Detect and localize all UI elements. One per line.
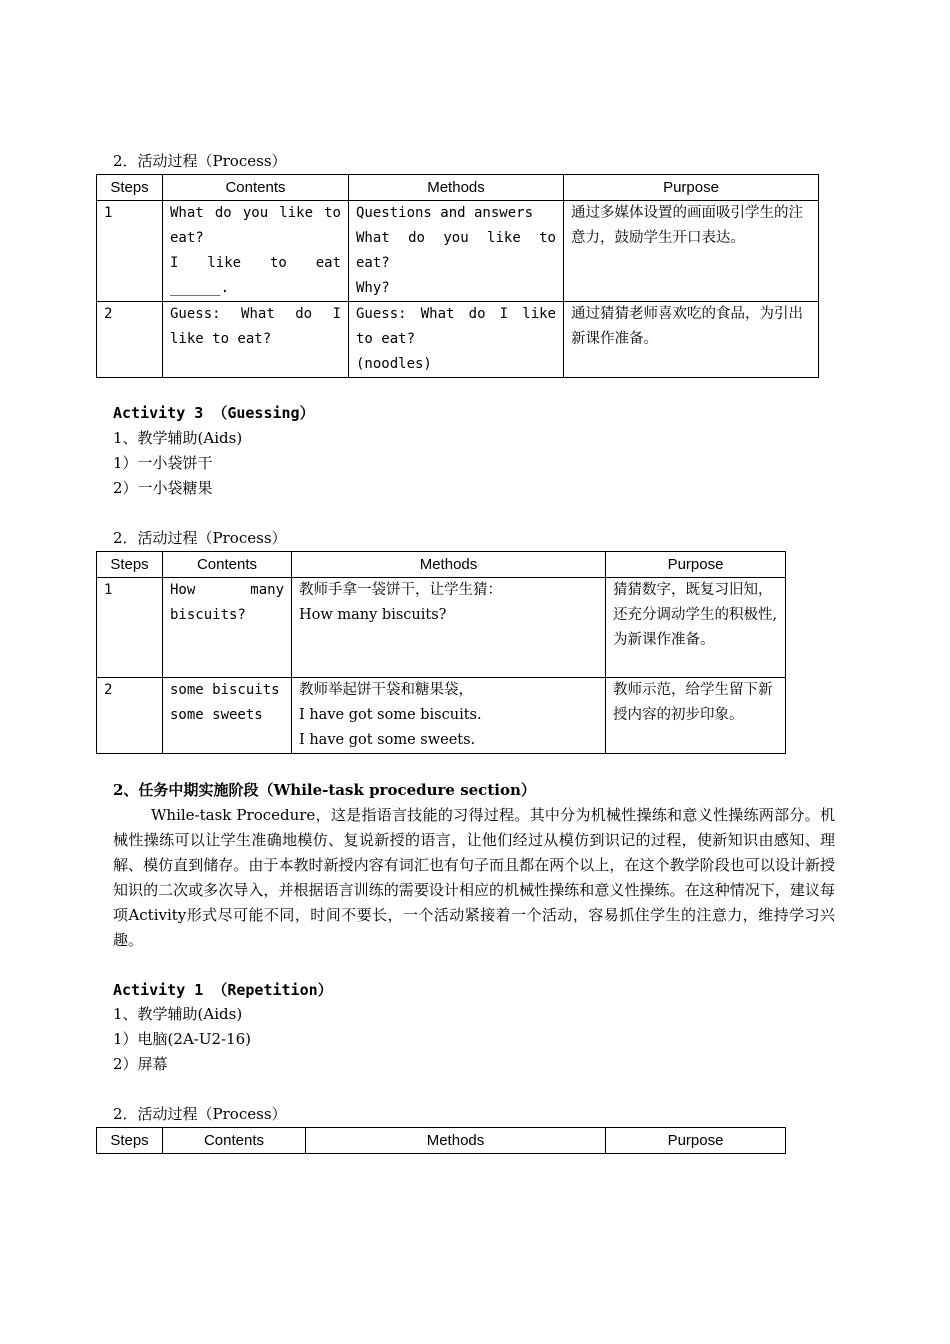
header-steps: Steps (97, 552, 163, 578)
step-cell: 1 (97, 201, 163, 302)
table-header-row (97, 552, 786, 578)
header-purpose: Purpose (606, 1128, 786, 1154)
purpose-cell: 通过多媒体设置的画面吸引学生的注意力，鼓励学生开口表达。 (564, 201, 819, 302)
header-contents: Contents (163, 552, 292, 578)
process-table-3 (96, 1127, 786, 1154)
contents-cell: Guess: What do I like to eat? (163, 302, 349, 378)
activity1-title: Activity 1 （Repetition） (113, 981, 333, 999)
purpose-cell: 通过猜猜老师喜欢吃的食品，为引出新课作准备。 (564, 302, 819, 378)
purpose-cell: 猜猜数字，既复习旧知，还充分调动学生的积极性,为新课作准备。 (606, 578, 786, 678)
contents-cell: What do you like to eat? I like to eat ______. (163, 201, 349, 302)
while-task-paragraph (113, 803, 835, 953)
methods-cell: 教师举起饼干袋和糖果袋， I have got some biscuits. I have got some sweets. (292, 678, 606, 754)
process-table-1 (96, 174, 819, 378)
process-heading-1: 2．活动过程（Process） (113, 152, 287, 170)
methods-cell: Guess: What do I like to eat? (noodles) (349, 302, 564, 378)
header-steps: Steps (97, 1128, 163, 1154)
header-purpose: Purpose (606, 552, 786, 578)
header-steps: Steps (97, 175, 163, 201)
step-cell: 2 (97, 678, 163, 754)
step-cell: 1 (97, 578, 163, 678)
methods-cell: Questions and answers What do you like to eat? Why? (349, 201, 564, 302)
table-row (97, 302, 819, 378)
table-row (97, 678, 786, 754)
activity3-aid-item: 2）一小袋糖果 (113, 479, 213, 497)
step-cell: 2 (97, 302, 163, 378)
header-purpose: Purpose (564, 175, 819, 201)
table-header-row (97, 1128, 786, 1154)
activity1-aid-item: 1）电脑(2A-U2-16) (113, 1030, 252, 1048)
header-methods: Methods (292, 552, 606, 578)
process-table-2 (96, 551, 786, 754)
activity1-aids-heading: 1、教学辅助(Aids) (113, 1005, 243, 1023)
activity3-title: Activity 3 （Guessing） (113, 404, 315, 422)
contents-cell: some biscuits some sweets (163, 678, 292, 754)
activity3-aid-item: 1）一小袋饼干 (113, 454, 213, 472)
header-contents: Contents (163, 175, 349, 201)
methods-cell: 教师手拿一袋饼干，让学生猜： How many biscuits? (292, 578, 606, 678)
activity3-aids-heading: 1、教学辅助(Aids) (113, 429, 243, 447)
header-methods: Methods (306, 1128, 606, 1154)
activity1-aid-item: 2）屏幕 (113, 1055, 168, 1073)
table-row (97, 201, 819, 302)
contents-cell: How many biscuits? (163, 578, 292, 678)
while-task-paragraph-text: While-task Procedure，这是指语言技能的习得过程。其中分为机械性操练和意义性操练两部分。机械性操练可以让学生准确地模仿、复说新授的语言，让他们经过从模仿到识记的过程，使新知识由感知、理解、模仿直到储存。由于本教时新授内容有词汇也有句子而且都在两个以上，在这个教学阶段也可以设计新授知识的二次或多次导入，并根据语言训练的需要设计相应的机械性操练和意义性操练。在这种情况下，建议每项Activity形式尽可能不同，时间不要长，一个活动紧接着一个活动，容易抓住学生的注意力，维持学习兴趣。 (113, 806, 835, 949)
purpose-cell: 教师示范，给学生留下新授内容的初步印象。 (606, 678, 786, 754)
header-contents: Contents (163, 1128, 306, 1154)
process-heading-2: 2．活动过程（Process） (113, 529, 287, 547)
table-header-row (97, 175, 819, 201)
table-row (97, 578, 786, 678)
header-methods: Methods (349, 175, 564, 201)
while-task-heading: 2、任务中期实施阶段（While-task procedure section） (113, 781, 536, 799)
process-heading-3: 2．活动过程（Process） (113, 1105, 287, 1123)
